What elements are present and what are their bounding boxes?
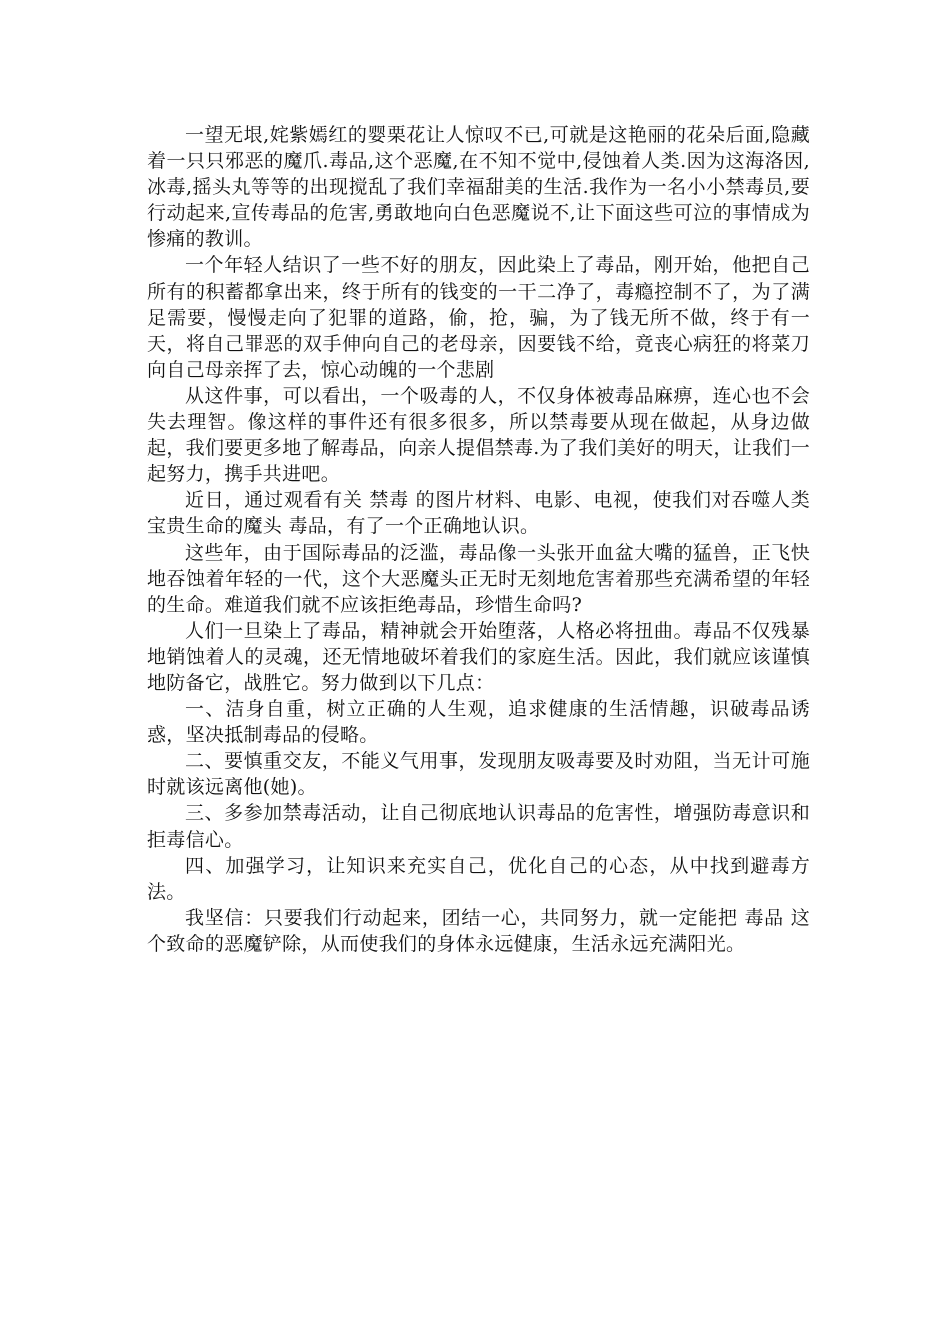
paragraph-intro: 一望无垠,姹紫嫣红的婴栗花让人惊叹不已,可就是这艳丽的花朵后面,隐藏着一只只邪恶的魔爪.毒品,这个恶魔,在不知不觉中,侵蚀着人类.因为这海洛因,冰毒,摇头丸等等的出现搅乱了我们幸福甜美的生活.我作为一名小小禁毒员,要行动起来,宣传毒品的危害,勇敢地向白色恶魔说不,让下面这些可泣的事情成为惨痛的教训。 <box>147 124 810 251</box>
paragraph-conclusion: 我坚信：只要我们行动起来，团结一心，共同努力，就一定能把 毒品 这个致命的恶魔铲除，从而使我们的身体永远健康，生活永远充满阳光。 <box>147 906 810 955</box>
paragraph-point-four: 四、加强学习，让知识来充实自己，优化自己的心态，从中找到避毒方法。 <box>147 854 810 903</box>
paragraph-recent: 近日，通过观看有关 禁毒 的图片材料、电影、电视，使我们对吞噬人类宝贵生命的魔头 毒品，有了一个正确地认识。 <box>147 489 810 538</box>
paragraph-lesson: 从这件事，可以看出，一个吸毒的人，不仅身体被毒品麻痹，连心也不会失去理智。像这样的事件还有很多很多，所以禁毒要从现在做起，从身边做起，我们要更多地了解毒品，向亲人提倡禁毒.为了我们美好的明天，让我们一起努力，携手共进吧。 <box>147 384 810 486</box>
document-page <box>147 122 810 957</box>
paragraph-years: 这些年，由于国际毒品的泛滥，毒品像一头张开血盆大嘴的猛兽，正飞快地吞蚀着年轻的一代，这个大恶魔头正无时无刻地危害着那些充满希望的年轻的生命。难道我们就不应该拒绝毒品，珍惜生命吗? <box>147 541 810 616</box>
paragraph-point-three: 三、多参加禁毒活动，让自己彻底地认识毒品的危害性，增强防毒意识和拒毒信心。 <box>147 802 810 851</box>
paragraph-story: 一个年轻人结识了一些不好的朋友，因此染上了毒品，刚开始，他把自己所有的积蓄都拿出来，终于所有的钱变的一干二净了，毒瘾控制不了，为了满足需要，慢慢走向了犯罪的道路，偷，抢，骗，为了钱无所不做，终于有一天，将自己罪恶的双手伸向自己的老母亲，因要钱不给，竟丧心病狂的将菜刀向自己母亲挥了去，惊心动魄的一个悲剧 <box>147 254 810 381</box>
paragraph-point-one: 一、洁身自重，树立正确的人生观，追求健康的生活情趣，识破毒品诱惑，坚决抵制毒品的侵略。 <box>147 698 810 747</box>
paragraph-consequences: 人们一旦染上了毒品，精神就会开始堕落，人格必将扭曲。毒品不仅残暴地销蚀着人的灵魂，还无情地破坏着我们的家庭生活。因此，我们就应该谨慎地防备它，战胜它。努力做到以下几点： <box>147 619 810 694</box>
paragraph-point-two: 二、要慎重交友，不能义气用事，发现朋友吸毒要及时劝阻，当无计可施时就该远离他(她)。 <box>147 750 810 799</box>
